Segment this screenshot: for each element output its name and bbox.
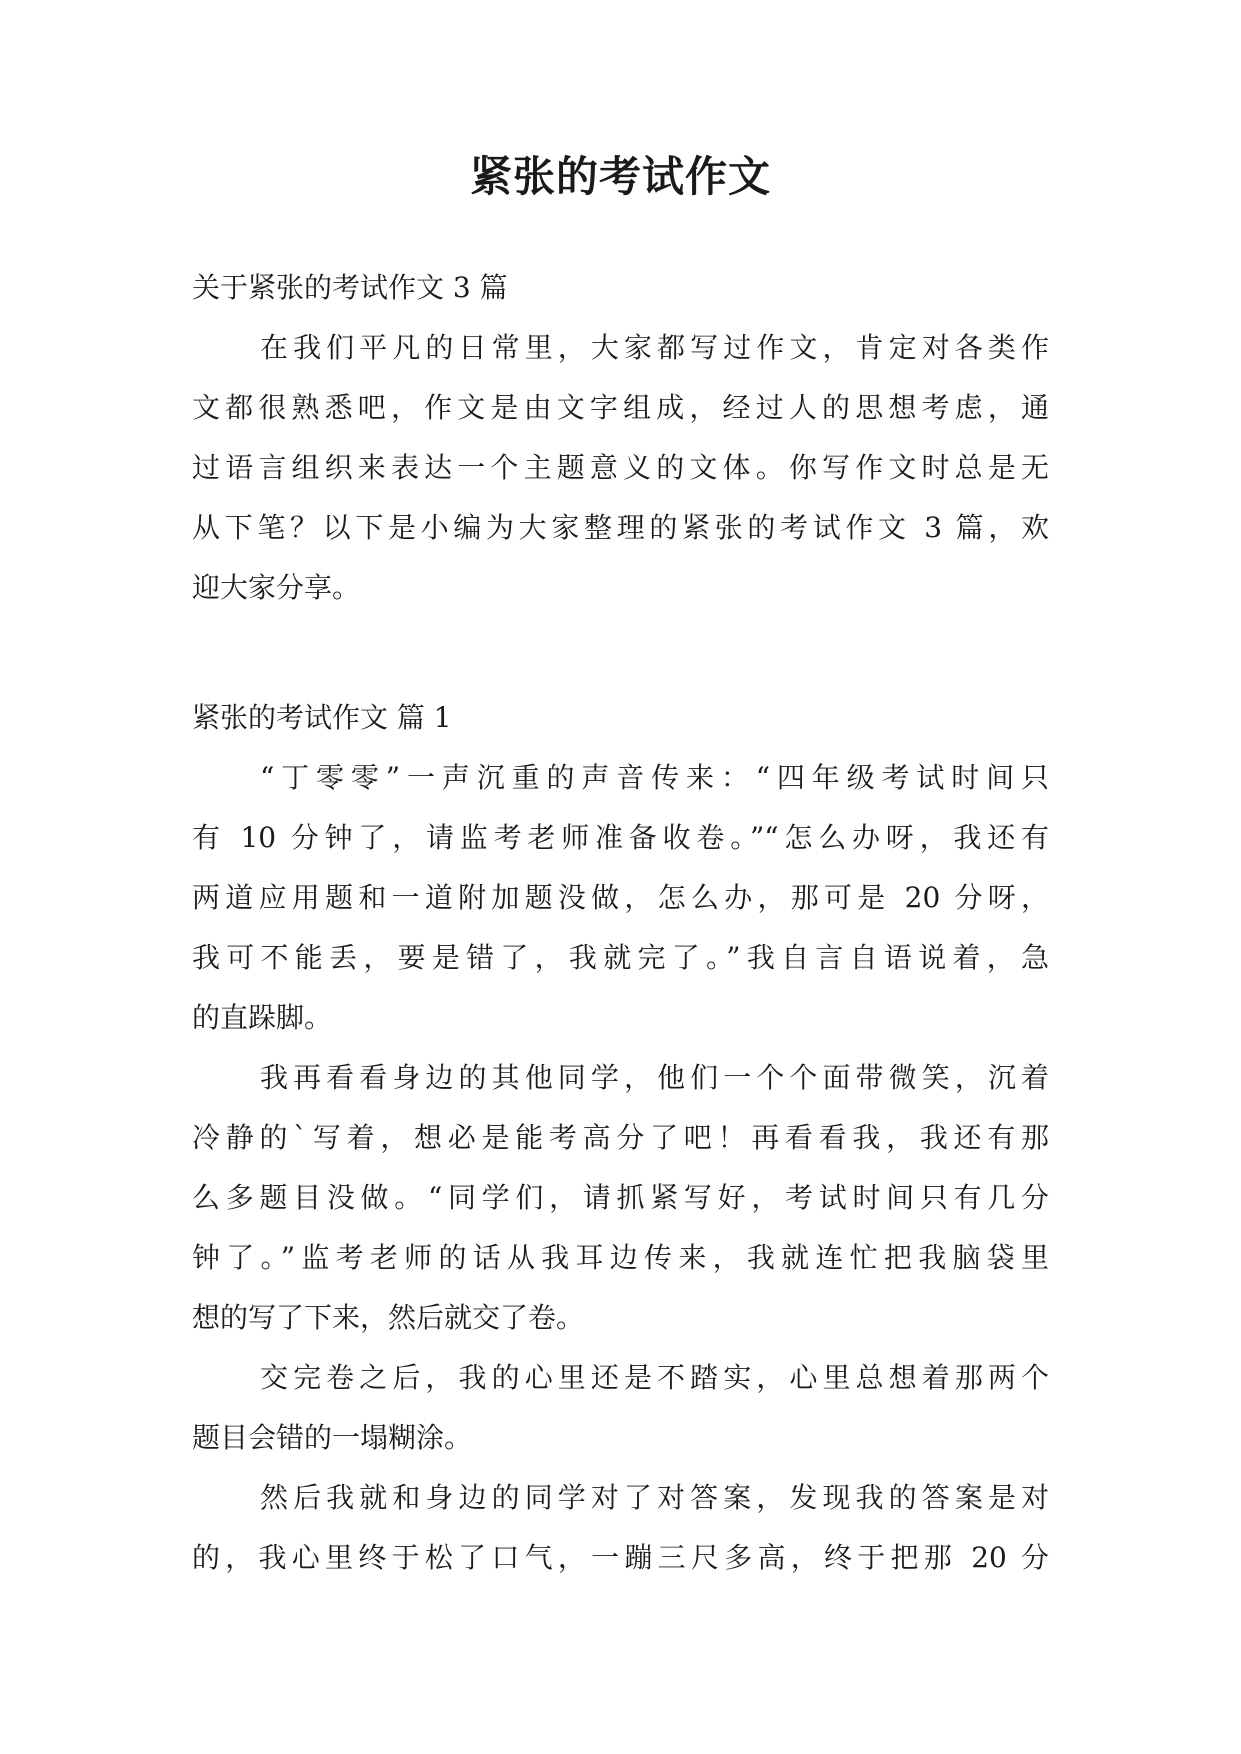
- paragraph-line: 我可不能丢，要是错了，我就完了。”我自言自语说着，急: [192, 941, 1049, 974]
- essay-paragraph: [192, 1048, 1049, 1348]
- section-heading: 紧张的考试作文 篇 1: [192, 701, 452, 734]
- essay-paragraph: [192, 1348, 1049, 1468]
- paragraph-line: 冷静的`写着，想必是能考高分了吧！再看看我，我还有那: [192, 1121, 1049, 1154]
- paragraph-line: 钟了。”监考老师的话从我耳边传来，我就连忙把我脑袋里: [192, 1241, 1049, 1274]
- essay-section-1: [192, 688, 1049, 1588]
- paragraph-line: “丁零零”一声沉重的声音传来：“四年级考试时间只: [260, 761, 1049, 794]
- paragraph-line: 我再看看身边的其他同学，他们一个个面带微笑，沉着: [260, 1061, 1049, 1094]
- paragraph-line: 题目会错的一塌糊涂。: [192, 1421, 473, 1454]
- paragraph-line: 的，我心里终于松了口气，一蹦三尺多高，终于把那 20 分: [192, 1541, 1049, 1574]
- paragraph-line: 有 10 分钟了，请监考老师准备收卷。”“怎么办呀，我还有: [192, 821, 1049, 854]
- paragraph-line: 么多题目没做。“同学们，请抓紧写好，考试时间只有几分: [192, 1181, 1049, 1214]
- paragraph-line: 文都很熟悉吧，作文是由文字组成，经过人的思想考虑，通: [192, 391, 1049, 424]
- paragraph-line: 过语言组织来表达一个主题意义的文体。你写作文时总是无: [192, 451, 1049, 484]
- intro-heading: 关于紧张的考试作文 3 篇: [192, 271, 508, 304]
- paragraph-line: 交完卷之后，我的心里还是不踏实，心里总想着那两个: [260, 1361, 1049, 1394]
- paragraph-line: 从下笔？以下是小编为大家整理的紧张的考试作文 3 篇，欢: [192, 511, 1049, 544]
- paragraph-line: 想的写了下来，然后就交了卷。: [192, 1301, 585, 1334]
- paragraph-line: 的直跺脚。: [192, 1001, 333, 1034]
- paragraph-line: 然后我就和身边的同学对了对答案，发现我的答案是对: [260, 1481, 1049, 1514]
- intro-section: [192, 258, 1049, 618]
- paragraph-line: 在我们平凡的日常里，大家都写过作文，肯定对各类作: [260, 331, 1049, 364]
- paragraph-line: 两道应用题和一道附加题没做，怎么办，那可是 20 分呀，: [192, 881, 1049, 914]
- essay-paragraph: [192, 748, 1049, 1048]
- paragraph-line: 迎大家分享。: [192, 571, 361, 604]
- intro-paragraph: [192, 318, 1049, 618]
- document-title: 紧张的考试作文: [469, 152, 771, 201]
- essay-paragraph: [192, 1468, 1049, 1588]
